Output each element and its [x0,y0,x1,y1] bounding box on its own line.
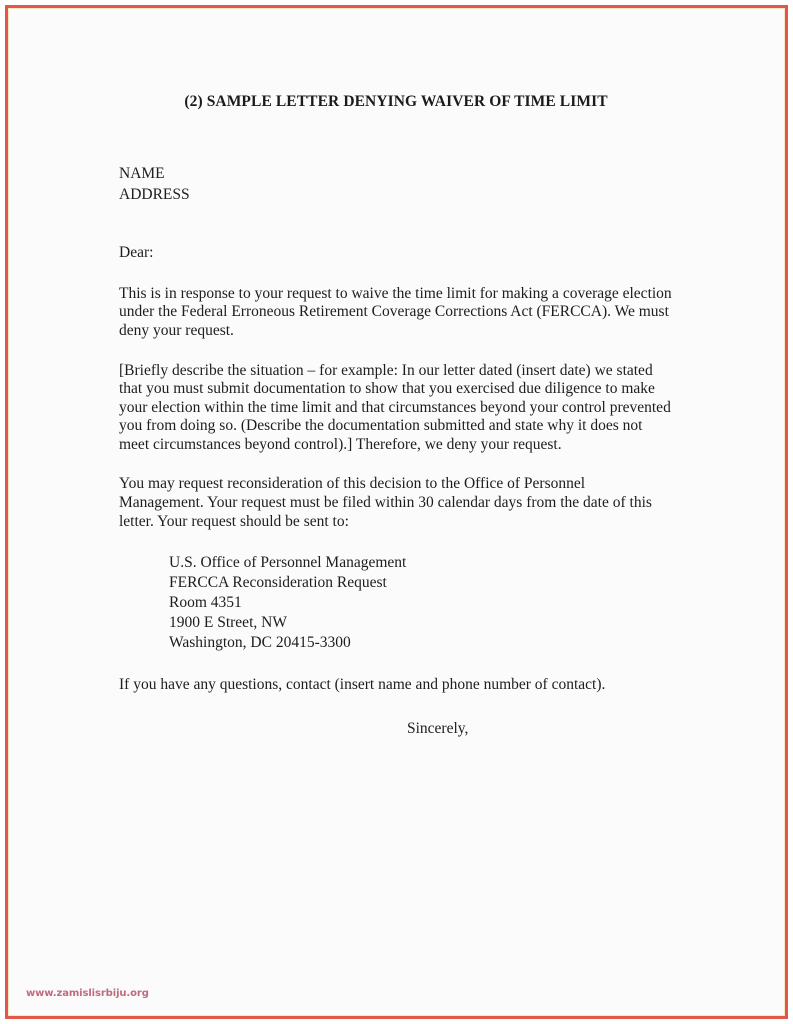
address-line-room: Room 4351 [169,593,242,611]
closing-signature-line: Sincerely, [407,720,469,737]
mailing-address-block [169,553,673,652]
letter-body [119,92,673,738]
recipient-block [119,164,673,205]
source-watermark: www.zamislisrbiju.org [26,988,149,999]
salutation: Dear: [119,244,154,262]
recipient-address-placeholder: ADDRESS [119,185,190,203]
address-line-city-state-zip: Washington, DC 20415-3300 [169,633,351,651]
address-line-department: FERCCA Reconsideration Request [169,574,387,592]
recipient-name-placeholder: NAME [119,165,165,183]
address-line-street: 1900 E Street, NW [169,613,287,631]
paragraph-response: This is in response to your request to waive the time limit for making a coverage election under the Federal Erroneous Retirement Coverage Corrections Act (FERCCA). We must deny your request. [119,284,672,339]
address-line-agency: U.S. Office of Personnel Management [169,554,407,572]
paragraph-reconsideration: You may request reconsideration of this decision to the Office of Personnel Management. Your request must be filed within 30 calendar days from the date of this letter. Your request should be sent to: [119,475,652,530]
paragraph-contact: If you have any questions, contact (insert name and phone number of contact). [119,676,606,694]
page-title: (2) SAMPLE LETTER DENYING WAIVER OF TIME LIMIT [184,93,608,110]
paragraph-situation-description: [Briefly describe the situation – for example: In our letter dated (insert date) we stated that you must submit documentation to show that you exercised due diligence to make your election within the time limit and that circumstances beyond your control prevented you from doing so. (Describe the documentation submitted and state why it does not meet circumstances beyond control).] Therefore, we deny your request. [119,361,671,453]
paper-sheet [9,9,784,1015]
